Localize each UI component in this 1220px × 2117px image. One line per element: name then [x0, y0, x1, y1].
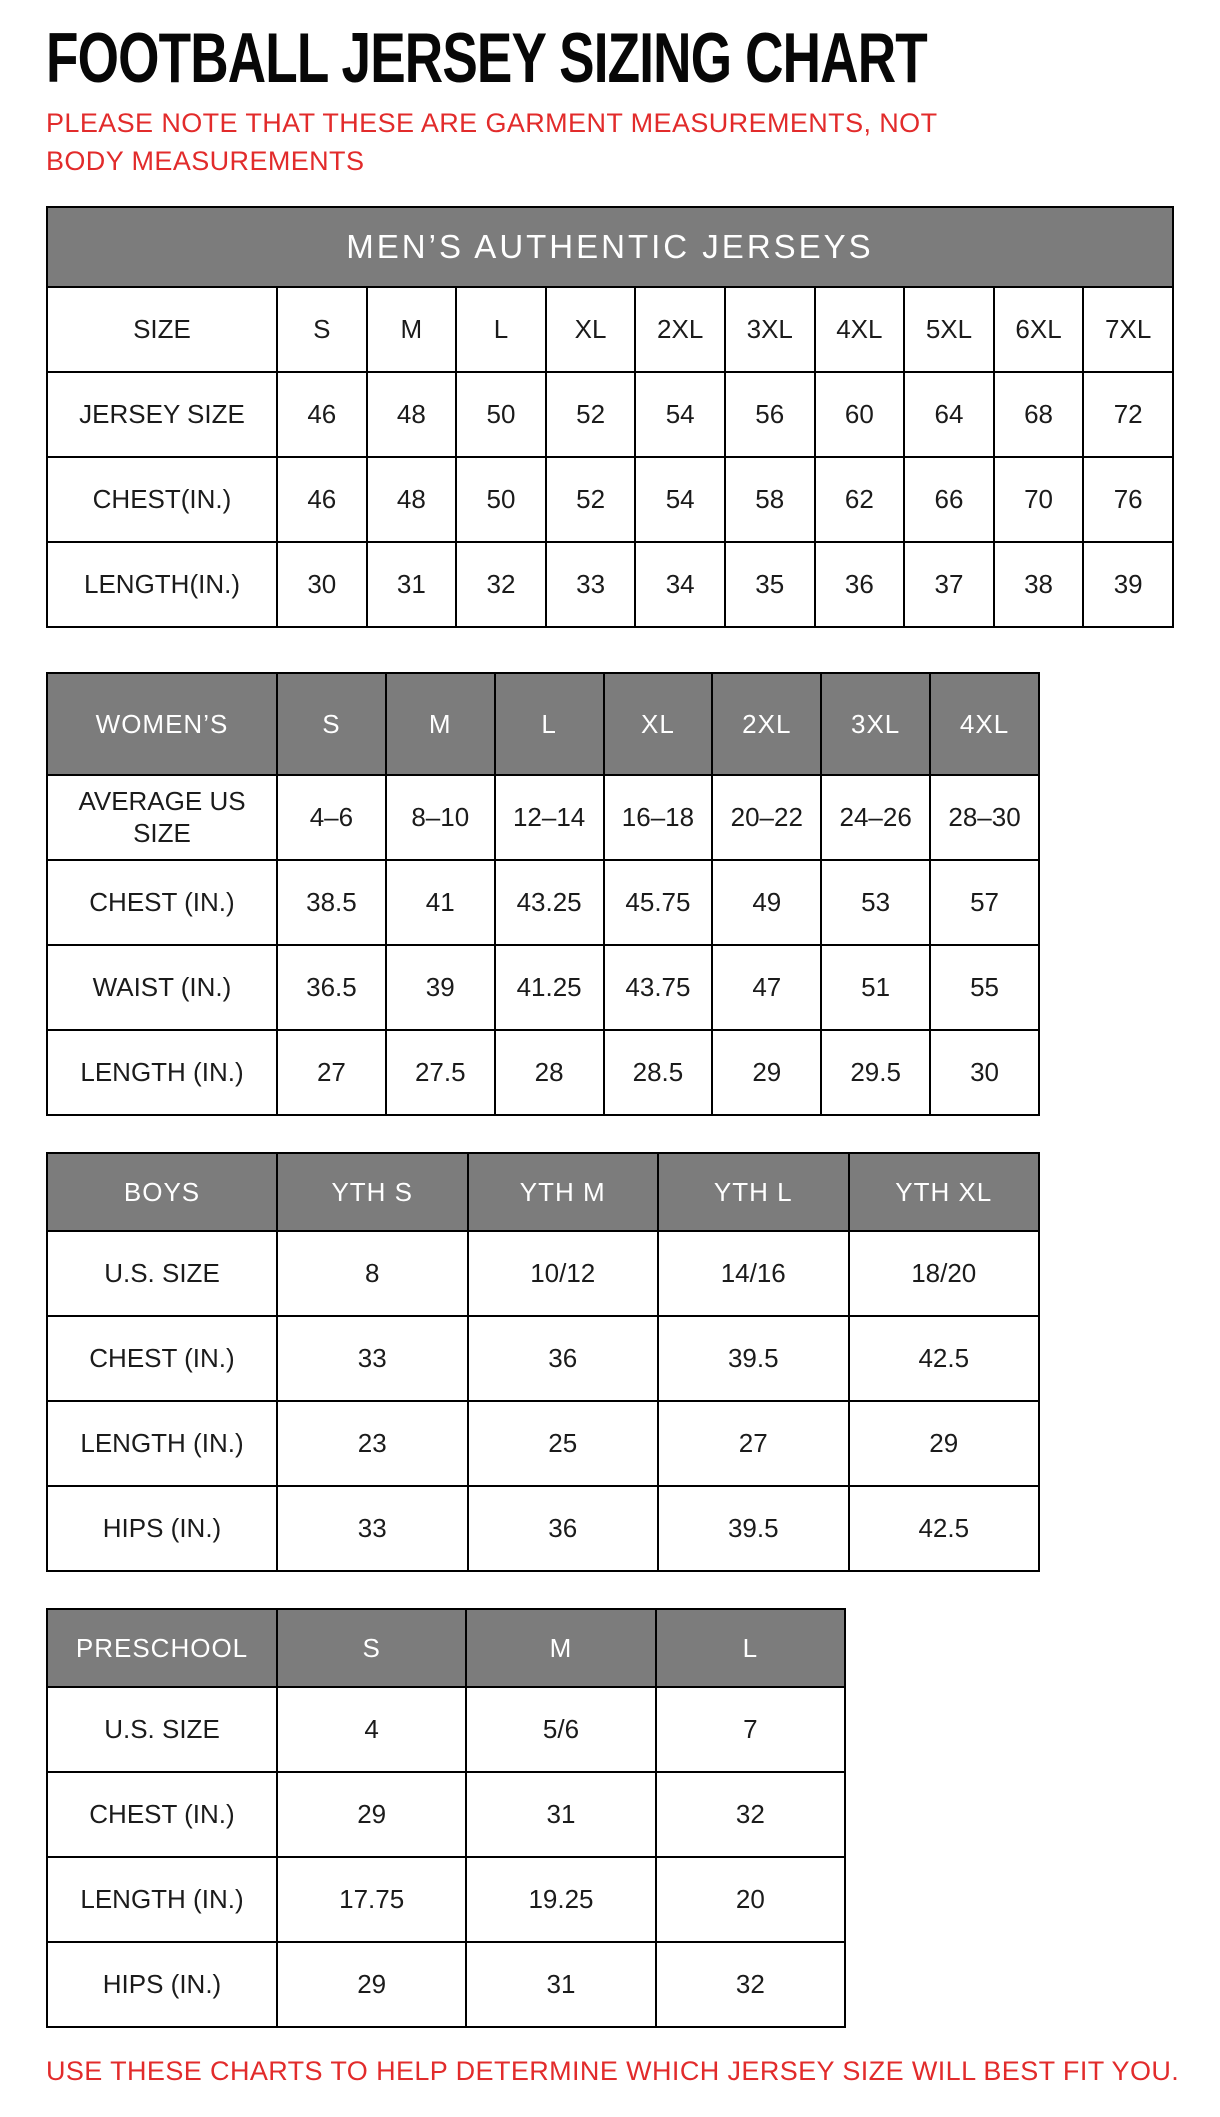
womens-value-cell: 28–30	[930, 775, 1039, 860]
womens-value-cell: 43.25	[495, 860, 604, 945]
boys-value-cell: 39.5	[658, 1486, 849, 1571]
mens-value-cell: 6XL	[994, 287, 1084, 372]
womens-value-cell: 41	[386, 860, 495, 945]
boys-value-cell: 29	[849, 1401, 1040, 1486]
preschool-row-label: HIPS (IN.)	[47, 1942, 277, 2027]
mens-value-cell: 4XL	[815, 287, 905, 372]
womens-value-cell: 36.5	[277, 945, 386, 1030]
womens-header-row	[47, 673, 1039, 775]
womens-row	[47, 775, 1039, 860]
preschool-value-cell: 20	[656, 1857, 845, 1942]
boys-value-cell: 18/20	[849, 1231, 1040, 1316]
boys-header-label: BOYS	[47, 1153, 277, 1231]
preschool-value-cell: 5/6	[466, 1687, 655, 1772]
mens-row-label: JERSEY SIZE	[47, 372, 277, 457]
boys-header-cell: YTH M	[468, 1153, 659, 1231]
mens-table-title: MEN’S AUTHENTIC JERSEYS	[47, 207, 1173, 287]
mens-row	[47, 457, 1173, 542]
mens-value-cell: 36	[815, 542, 905, 627]
preschool-value-cell: 32	[656, 1942, 845, 2027]
mens-value-cell: 7XL	[1083, 287, 1173, 372]
mens-value-cell: 38	[994, 542, 1084, 627]
womens-value-cell: 27.5	[386, 1030, 495, 1115]
boys-value-cell: 39.5	[658, 1316, 849, 1401]
boys-value-cell: 33	[277, 1486, 468, 1571]
mens-value-cell: 76	[1083, 457, 1173, 542]
boys-value-cell: 33	[277, 1316, 468, 1401]
womens-header-cell: 3XL	[821, 673, 930, 775]
mens-row-label: LENGTH(IN.)	[47, 542, 277, 627]
mens-value-cell: 5XL	[904, 287, 994, 372]
preschool-row-label: U.S. SIZE	[47, 1687, 277, 1772]
mens-value-cell: 72	[1083, 372, 1173, 457]
boys-value-cell: 27	[658, 1401, 849, 1486]
mens-value-cell: 48	[367, 372, 457, 457]
boys-row	[47, 1231, 1039, 1316]
boys-value-cell: 36	[468, 1316, 659, 1401]
womens-row	[47, 945, 1039, 1030]
preschool-row-label: LENGTH (IN.)	[47, 1857, 277, 1942]
mens-value-cell: 58	[725, 457, 815, 542]
boys-header-cell: YTH XL	[849, 1153, 1040, 1231]
preschool-header-cell: M	[466, 1609, 655, 1687]
footer-note: USE THESE CHARTS TO HELP DETERMINE WHICH JERSEY SIZE WILL BEST FIT YOU.	[46, 2055, 1180, 2086]
preschool-value-cell: 4	[277, 1687, 466, 1772]
mens-value-cell: 33	[546, 542, 636, 627]
preschool-row	[47, 1687, 845, 1772]
boys-row	[47, 1401, 1039, 1486]
boys-row	[47, 1316, 1039, 1401]
preschool-row	[47, 1942, 845, 2027]
boys-jerseys-table	[46, 1152, 1040, 1572]
womens-value-cell: 8–10	[386, 775, 495, 860]
mens-value-cell: 56	[725, 372, 815, 457]
womens-jerseys-table	[46, 672, 1040, 1116]
womens-value-cell: 47	[712, 945, 821, 1030]
preschool-value-cell: 31	[466, 1942, 655, 2027]
boys-row-label: U.S. SIZE	[47, 1231, 277, 1316]
mens-value-cell: 64	[904, 372, 994, 457]
womens-value-cell: 28	[495, 1030, 604, 1115]
mens-value-cell: 37	[904, 542, 994, 627]
womens-header-cell: 2XL	[712, 673, 821, 775]
womens-value-cell: 27	[277, 1030, 386, 1115]
womens-value-cell: 55	[930, 945, 1039, 1030]
mens-value-cell: 54	[635, 457, 725, 542]
womens-value-cell: 16–18	[604, 775, 713, 860]
boys-header-cell: YTH S	[277, 1153, 468, 1231]
mens-value-cell: 3XL	[725, 287, 815, 372]
boys-value-cell: 42.5	[849, 1486, 1040, 1571]
mens-row	[47, 372, 1173, 457]
womens-row-label: WAIST (IN.)	[47, 945, 277, 1030]
preschool-header-row	[47, 1609, 845, 1687]
mens-value-cell: S	[277, 287, 367, 372]
mens-value-cell: 46	[277, 372, 367, 457]
mens-value-cell: 50	[456, 457, 546, 542]
preschool-value-cell: 32	[656, 1772, 845, 1857]
womens-value-cell: 41.25	[495, 945, 604, 1030]
preschool-value-cell: 31	[466, 1772, 655, 1857]
mens-value-cell: 2XL	[635, 287, 725, 372]
womens-value-cell: 30	[930, 1030, 1039, 1115]
boys-value-cell: 8	[277, 1231, 468, 1316]
boys-row-label: LENGTH (IN.)	[47, 1401, 277, 1486]
mens-value-cell: 50	[456, 372, 546, 457]
womens-value-cell: 51	[821, 945, 930, 1030]
boys-value-cell: 42.5	[849, 1316, 1040, 1401]
womens-value-cell: 43.75	[604, 945, 713, 1030]
mens-value-cell: 66	[904, 457, 994, 542]
boys-value-cell: 25	[468, 1401, 659, 1486]
mens-row-label: CHEST(IN.)	[47, 457, 277, 542]
mens-value-cell: L	[456, 287, 546, 372]
mens-value-cell: M	[367, 287, 457, 372]
mens-value-cell: 62	[815, 457, 905, 542]
boys-value-cell: 10/12	[468, 1231, 659, 1316]
mens-row	[47, 542, 1173, 627]
womens-row-label: CHEST (IN.)	[47, 860, 277, 945]
womens-header-cell: S	[277, 673, 386, 775]
mens-value-cell: 39	[1083, 542, 1173, 627]
mens-jerseys-table	[46, 206, 1174, 628]
preschool-jerseys-table	[46, 1608, 846, 2028]
womens-header-cell: M	[386, 673, 495, 775]
mens-value-cell: 48	[367, 457, 457, 542]
mens-value-cell: 34	[635, 542, 725, 627]
womens-value-cell: 57	[930, 860, 1039, 945]
preschool-row-label: CHEST (IN.)	[47, 1772, 277, 1857]
mens-row-label: SIZE	[47, 287, 277, 372]
womens-value-cell: 29	[712, 1030, 821, 1115]
preschool-value-cell: 17.75	[277, 1857, 466, 1942]
mens-title-row	[47, 207, 1173, 287]
mens-value-cell: 70	[994, 457, 1084, 542]
mens-value-cell: 35	[725, 542, 815, 627]
preschool-value-cell: 29	[277, 1772, 466, 1857]
womens-value-cell: 24–26	[821, 775, 930, 860]
preschool-value-cell: 19.25	[466, 1857, 655, 1942]
womens-value-cell: 38.5	[277, 860, 386, 945]
preschool-header-cell: L	[656, 1609, 845, 1687]
boys-row-label: CHEST (IN.)	[47, 1316, 277, 1401]
preschool-value-cell: 7	[656, 1687, 845, 1772]
boys-value-cell: 36	[468, 1486, 659, 1571]
womens-value-cell: 4–6	[277, 775, 386, 860]
womens-value-cell: 53	[821, 860, 930, 945]
womens-value-cell: 20–22	[712, 775, 821, 860]
womens-value-cell: 29.5	[821, 1030, 930, 1115]
womens-header-label: WOMEN’S	[47, 673, 277, 775]
womens-value-cell: 39	[386, 945, 495, 1030]
mens-value-cell: 52	[546, 372, 636, 457]
boys-row-label: HIPS (IN.)	[47, 1486, 277, 1571]
preschool-row	[47, 1772, 845, 1857]
womens-value-cell: 45.75	[604, 860, 713, 945]
preschool-header-cell: S	[277, 1609, 466, 1687]
womens-row	[47, 860, 1039, 945]
preschool-header-label: PRESCHOOL	[47, 1609, 277, 1687]
womens-header-cell: 4XL	[930, 673, 1039, 775]
womens-row	[47, 1030, 1039, 1115]
boys-header-cell: YTH L	[658, 1153, 849, 1231]
womens-row-label: AVERAGE US SIZE	[47, 775, 277, 860]
womens-row-label: LENGTH (IN.)	[47, 1030, 277, 1115]
boys-value-cell: 14/16	[658, 1231, 849, 1316]
boys-value-cell: 23	[277, 1401, 468, 1486]
mens-value-cell: 52	[546, 457, 636, 542]
mens-value-cell: XL	[546, 287, 636, 372]
womens-value-cell: 12–14	[495, 775, 604, 860]
womens-value-cell: 49	[712, 860, 821, 945]
mens-value-cell: 32	[456, 542, 546, 627]
preschool-row	[47, 1857, 845, 1942]
mens-row	[47, 287, 1173, 372]
mens-value-cell: 54	[635, 372, 725, 457]
mens-value-cell: 30	[277, 542, 367, 627]
mens-value-cell: 31	[367, 542, 457, 627]
measurement-note: PLEASE NOTE THAT THESE ARE GARMENT MEASUREMENTS, NOT BODY MEASUREMENTS	[46, 108, 937, 176]
mens-value-cell: 60	[815, 372, 905, 457]
womens-header-cell: L	[495, 673, 604, 775]
page-title: FOOTBALL JERSEY SIZING CHART	[46, 18, 927, 98]
mens-value-cell: 68	[994, 372, 1084, 457]
boys-header-row	[47, 1153, 1039, 1231]
preschool-value-cell: 29	[277, 1942, 466, 2027]
womens-header-cell: XL	[604, 673, 713, 775]
womens-value-cell: 28.5	[604, 1030, 713, 1115]
boys-row	[47, 1486, 1039, 1571]
mens-value-cell: 46	[277, 457, 367, 542]
